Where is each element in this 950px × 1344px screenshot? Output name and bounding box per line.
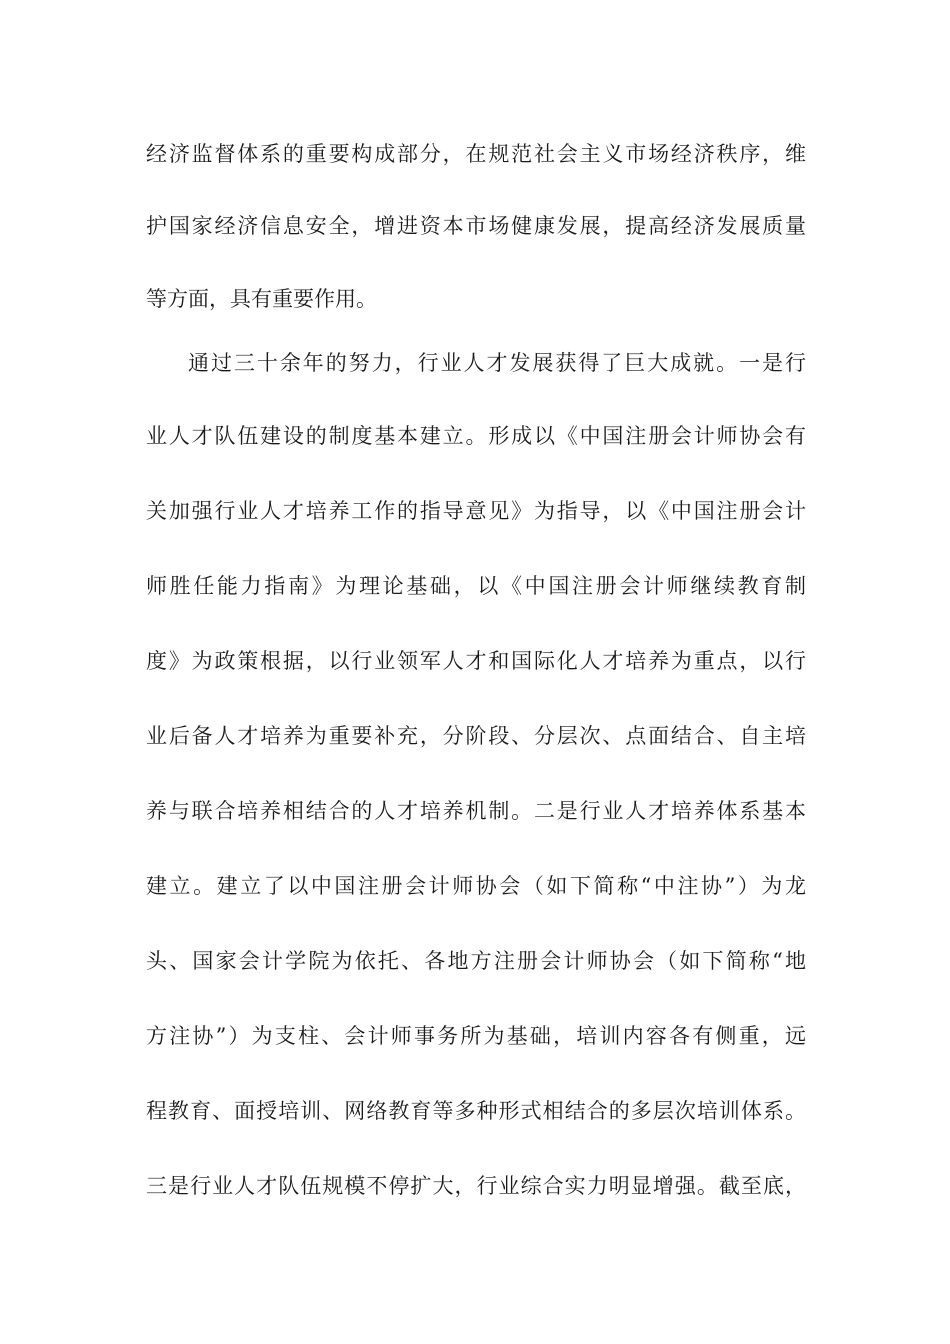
text-line: 护国家经济信息安全，增进资本市场健康发展，提高经济发展质量	[146, 214, 806, 238]
text-line: 头、国家会计学院为依托、各地方注册会计师协会（如下简称“地	[146, 949, 806, 973]
text-line: 关加强行业人才培养工作的指导意见》为指导，以《中国注册会计	[146, 499, 806, 523]
paragraph-first-line: 通过三十余年的努力，行业人才发展获得了巨大成就。一是行	[188, 351, 806, 375]
text-line: 养与联合培养相结合的人才培养机制。二是行业人才培养体系基本	[146, 799, 806, 823]
text-line: 建立。建立了以中国注册会计师协会（如下简称“中注协”）为龙	[146, 874, 806, 898]
text-line: 方注协”）为支柱、会计师事务所为基础，培训内容各有侧重，远	[146, 1024, 806, 1048]
text-line: 业人才队伍建设的制度基本建立。形成以《中国注册会计师协会有	[146, 424, 806, 448]
text-line: 三是行业人才队伍规模不停扩大，行业综合实力明显增强。截至底，	[146, 1174, 806, 1198]
text-line: 等方面，具有重要作用。	[146, 287, 377, 311]
text-line: 度》为政策根据，以行业领军人才和国际化人才培养为重点，以行	[146, 649, 806, 673]
text-line: 师胜任能力指南》为理论基础，以《中国注册会计师继续教育制	[146, 574, 806, 598]
text-line: 程教育、面授培训、网络教育等多种形式相结合的多层次培训体系。	[146, 1099, 806, 1123]
text-line: 业后备人才培养为重要补充，分阶段、分层次、点面结合、自主培	[146, 724, 806, 748]
text-line: 经济监督体系的重要构成部分，在规范社会主义市场经济秩序，维	[146, 142, 806, 166]
